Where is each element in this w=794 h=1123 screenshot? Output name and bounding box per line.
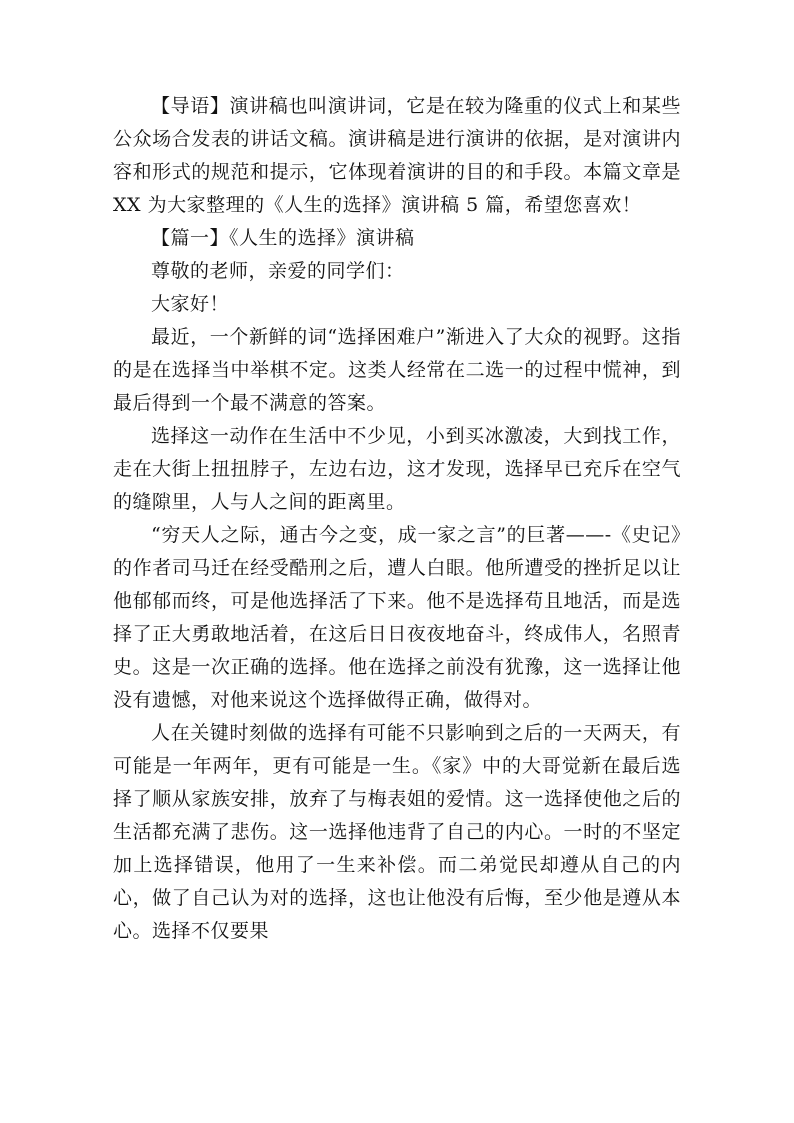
section-heading: 【篇一】《人生的选择》演讲稿 (151, 227, 415, 249)
intro-paragraph: 【导语】演讲稿也叫演讲词，它是在较为隆重的仪式上和某些公众场合发表的讲话文稿。演讲稿是进行演讲的依据，是对演讲内容和形式的规范和提示，它体现着演讲的目的和手段。本篇文章是 XX 为大家整理的《人生的选择》演讲稿 5 篇，希望您喜欢！ (113, 95, 681, 216)
body-paragraph: 最近，一个新鲜的词“选择困难户”渐进入了大众的视野。这指的是在选择当中举棋不定。这类人经常在二选一的过程中慌神，到最后得到一个最不满意的答案。 (113, 326, 681, 414)
body-paragraph: 选择这一动作在生活中不少见，小到买冰激凌，大到找工作，走在大街上扭扭脖子，左边右边，这才发现，选择早已充斥在空气的缝隙里，人与人之间的距离里。 (113, 425, 681, 513)
document-page (113, 90, 681, 948)
greeting: 大家好！ (151, 293, 230, 315)
salutation: 尊敬的老师，亲爱的同学们： (151, 260, 405, 282)
body-paragraph: “穷天人之际，通古今之变，成一家之言”的巨著——-《史记》的作者司马迁在经受酷刑之后，遭人白眼。他所遭受的挫折足以让他郁郁而终，可是他选择活了下来。他不是选择苟且地活，而是选择了正大勇敢地活着，在这后日日夜夜地奋斗，终成伟人，名照青史。这是一次正确的选择。他在选择之前没有犹豫，这一选择让他没有遗憾，对他来说这个选择做得正确，做得对。 (113, 524, 681, 711)
body-paragraph: 人在关键时刻做的选择有可能不只影响到之后的一天两天，有可能是一年两年，更有可能是一生。《家》中的大哥觉新在最后选择了顺从家族安排，放弃了与梅表姐的爱情。这一选择使他之后的生活都充满了悲伤。这一选择他违背了自己的内心。一时的不坚定加上选择错误，他用了一生来补偿。而二弟觉民却遵从自己的内心，做了自己认为对的选择，这也让他没有后悔，至少他是遵从本心。选择不仅要果 (113, 722, 681, 942)
